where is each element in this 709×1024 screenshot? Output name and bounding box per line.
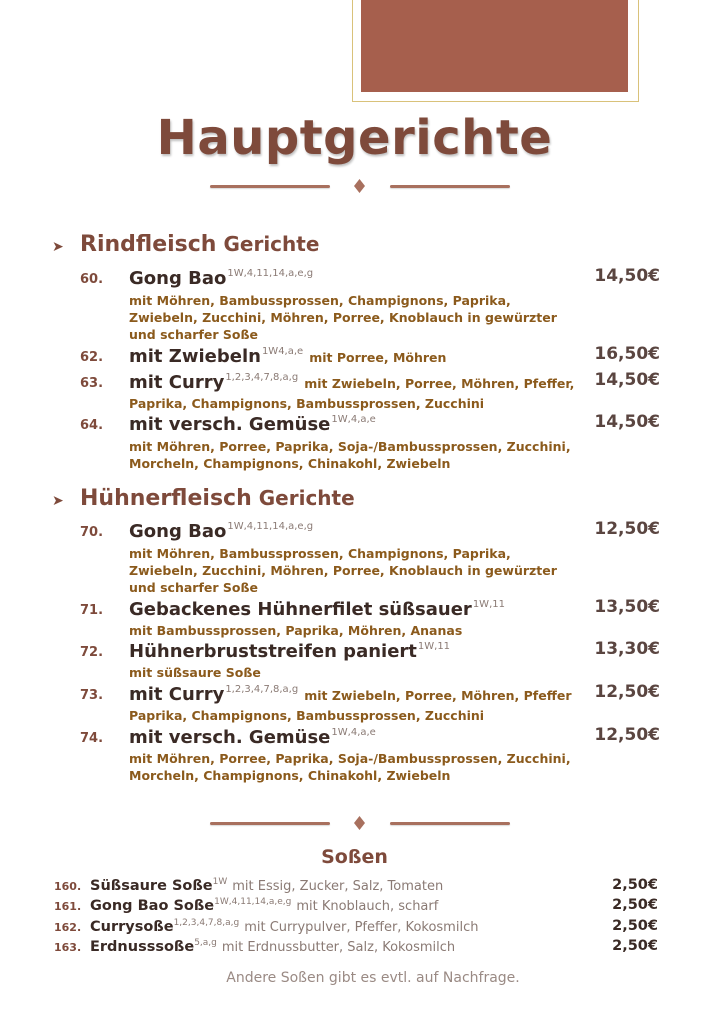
sauce-name: Gong Bao Soße$^{1W,4,11,14,a,e,g}$ mit Knoblauch, scharf [90,897,439,914]
sauce-price: 2,50€ [612,938,658,954]
item-price: 14,50€ [594,412,660,432]
diamond-icon [354,179,365,193]
sauce-price: 2,50€ [612,918,658,934]
chevron-right-icon: ➤ [52,493,64,509]
allergen-codes: 1W,4,11,14,a,e,g [214,897,292,907]
diamond-icon [354,816,365,830]
item-description: Paprika, Champignons, Bambussprossen, Zucchini [129,708,485,723]
sauce-item: 160. Süßsaure Soße$^{1W}$ mit Essig, Zucker, Salz, Tomaten 2,50€ [54,877,658,894]
item-price: 12,50€ [594,519,660,539]
decorative-header-block [361,0,628,92]
item-price: 12,50€ [594,725,660,745]
allergen-codes: 1W,11 [417,641,451,652]
item-name: Hühnerbruststreifen paniert$^{1W,11}$ [129,641,451,662]
allergen-codes: 1W4,a,e [261,346,304,357]
ornament-divider [210,176,510,196]
allergen-codes: 1,2,3,4,7,8,a,g [225,684,299,695]
item-name: mit Curry$^{1,2,3,4,7,8,a,g}$ mit Zwiebeln, Porree, Möhren, Pfeffer [129,684,572,705]
sauces-heading: Soßen [321,846,388,868]
sauce-price: 2,50€ [612,877,658,893]
sauce-price: 2,50€ [612,897,658,913]
item-name: mit versch. Gemüse$^{1W,4,a,e}$ [129,727,376,748]
item-description: mit Möhren, Bambussprossen, Champignons, Paprika, Zwiebeln, Zucchini, Möhren, Porree, Knoblauch in gewürzter und scharfer Soße [129,293,557,342]
allergen-codes: 1W,4,11,14,a,e,g [227,268,314,279]
item-price: 12,50€ [594,682,660,702]
item-description: mit Möhren, Porree, Paprika, Soja-/Bambussprossen, Zucchini, Morcheln, Champignons, Chinakohl, Zwiebeln [129,751,571,783]
sauce-item: 161. Gong Bao Soße$^{1W,4,11,14,a,e,g}$ mit Knoblauch, scharf 2,50€ [54,897,658,914]
item-name: Gong Bao$^{1W,4,11,14,a,e,g}$ [129,521,314,542]
allergen-codes: 1W [212,877,228,887]
item-name: mit versch. Gemüse$^{1W,4,a,e}$ [129,414,376,435]
item-description: mit Möhren, Bambussprossen, Champignons, Paprika, Zwiebeln, Zucchini, Möhren, Porree, Knoblauch in gewürzter und scharfer Soße [129,546,557,595]
item-name: mit Zwiebeln$^{1W4,a,e}$ mit Porree, Möhren [129,346,447,367]
decorative-header-frame [352,0,639,102]
allergen-codes: 1W,4,a,e [331,414,376,425]
section-heading-chicken: ➤ Hühnerfleisch Gerichte [52,486,355,511]
item-name: mit Curry$^{1,2,3,4,7,8,a,g}$ mit Zwiebeln, Porree, Möhren, Pfeffer, [129,372,575,393]
allergen-codes: 5,a,g [194,938,217,948]
allergen-codes: 1W,4,a,e [331,727,376,738]
section-heading-beef: ➤ Rindfleisch Gerichte [52,232,320,257]
sauce-name: Erdnusssoße$^{5,a,g}$ mit Erdnussbutter, Salz, Kokosmilch [90,938,456,955]
item-description: Paprika, Champignons, Bambussprossen, Zucchini [129,396,485,411]
item-price: 14,50€ [594,266,660,286]
item-price: 14,50€ [594,370,660,390]
allergen-codes: 1W,11 [472,599,505,610]
item-description: mit süßsaure Soße [129,665,261,680]
sauce-item: 162. Currysoße$^{1,2,3,4,7,8,a,g}$ mit Currypulver, Pfeffer, Kokosmilch 2,50€ [54,918,658,935]
allergen-codes: 1,2,3,4,7,8,a,g [173,918,240,928]
sauce-item: 163. Erdnusssoße$^{5,a,g}$ mit Erdnussbutter, Salz, Kokosmilch 2,50€ [54,938,658,955]
allergen-codes: 1W,4,11,14,a,e,g [227,521,314,532]
item-price: 16,50€ [594,344,660,364]
footnote: Andere Soßen gibt es evtl. auf Nachfrage. [226,970,520,986]
item-name: Gebackenes Hühnerfilet süßsauer$^{1W,11}$ [129,599,505,620]
item-name: Gong Bao$^{1W,4,11,14,a,e,g}$ [129,268,314,289]
allergen-codes: 1,2,3,4,7,8,a,g [225,372,299,383]
ornament-divider [210,813,510,833]
item-description: mit Möhren, Porree, Paprika, Soja-/Bambussprossen, Zucchini, Morcheln, Champignons, Chinakohl, Zwiebeln [129,439,571,471]
item-description: mit Bambussprossen, Paprika, Möhren, Ananas [129,623,463,638]
item-price: 13,30€ [594,639,660,659]
sauce-name: Süßsaure Soße$^{1W}$ mit Essig, Zucker, Salz, Tomaten [90,877,444,894]
item-price: 13,50€ [594,597,660,617]
page-title: Hauptgerichte [156,110,553,166]
chevron-right-icon: ➤ [52,239,64,255]
sauce-name: Currysoße$^{1,2,3,4,7,8,a,g}$ mit Currypulver, Pfeffer, Kokosmilch [90,918,479,935]
